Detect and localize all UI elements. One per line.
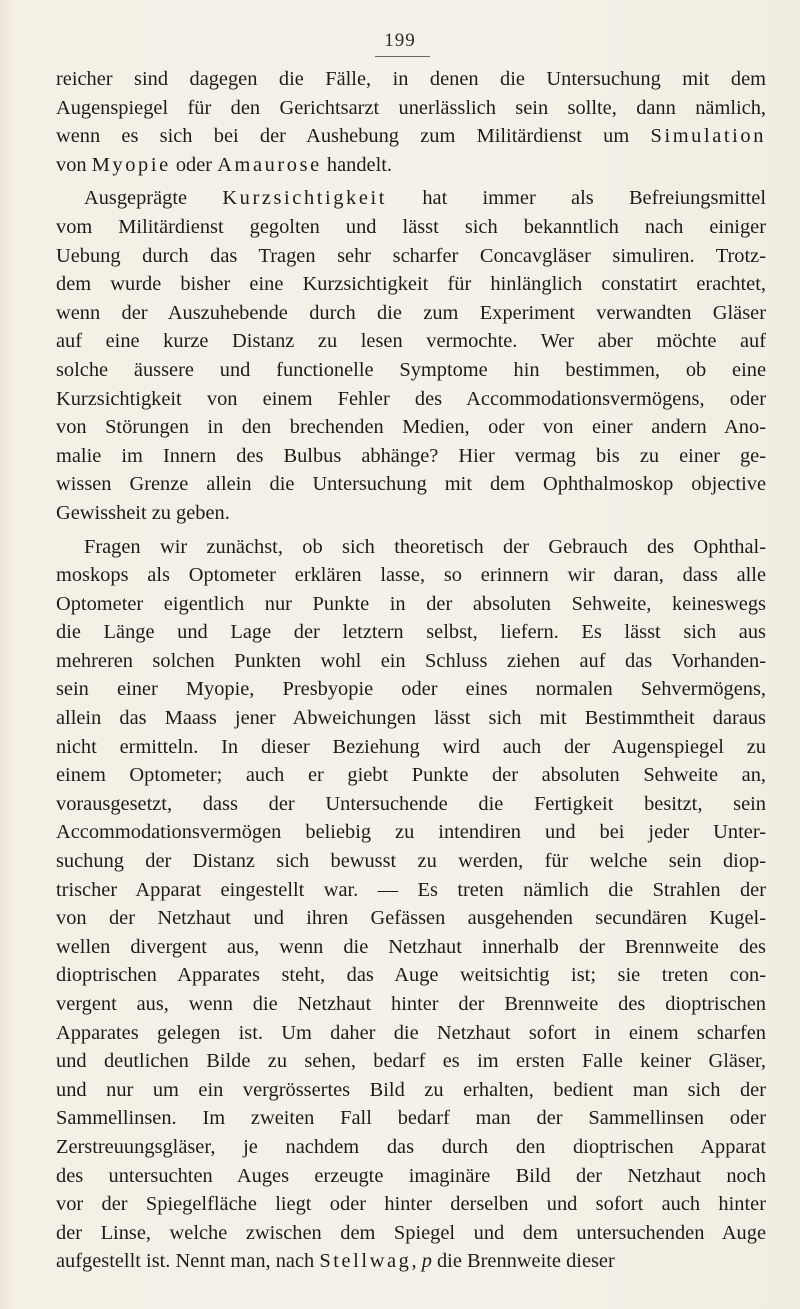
text-line bbox=[56, 590, 766, 619]
text-line bbox=[56, 1047, 766, 1076]
text-run: Uebung durch das Tragen sehr scharfer Concavgläser simuliren. Trotz- bbox=[56, 244, 766, 267]
text-run: wellen divergent aus, wenn die Netzhaut innerhalb der Brennweite des bbox=[56, 935, 766, 958]
text-line bbox=[56, 933, 766, 962]
text-line bbox=[56, 761, 766, 790]
text-line bbox=[56, 470, 766, 499]
text-line bbox=[56, 990, 766, 1019]
text-line bbox=[56, 184, 766, 213]
text-line bbox=[56, 1190, 766, 1219]
text-line bbox=[56, 327, 766, 356]
text-run: und nur um ein vergrössertes Bild zu erhalten, bedient man sich der bbox=[56, 1078, 766, 1101]
text-line bbox=[56, 1104, 766, 1133]
text-line bbox=[56, 94, 766, 123]
text-line bbox=[56, 790, 766, 819]
text-run: dioptrischen Apparates steht, das Auge weitsichtig ist; sie treten con- bbox=[56, 964, 766, 987]
text-run: mehreren solchen Punkten wohl ein Schluss ziehen auf das Vorhanden- bbox=[56, 649, 766, 672]
text-line bbox=[56, 213, 766, 242]
text-line bbox=[56, 675, 766, 704]
text-run: des untersuchten Auges erzeugte imaginäre Bild der Netzhaut noch bbox=[56, 1164, 766, 1187]
text-line bbox=[56, 876, 766, 905]
text-line bbox=[56, 847, 766, 876]
text-run: Amaurose bbox=[217, 153, 322, 176]
text-run: wenn es sich bei der Aushebung zum Militärdienst um bbox=[56, 125, 651, 148]
text-line bbox=[56, 242, 766, 271]
text-run: vergent aus, wenn die Netzhaut hinter der Brennweite des dioptrischen bbox=[56, 993, 766, 1015]
text-run: suchung der Distanz sich bewusst zu werden, für welche sein diop- bbox=[56, 850, 766, 873]
text-line bbox=[56, 533, 766, 562]
text-line bbox=[56, 299, 766, 328]
text-line bbox=[56, 904, 766, 933]
text-line bbox=[56, 1219, 766, 1248]
text-run: der Linse, welche zwischen dem Spiegel und dem untersuchenden Auge bbox=[56, 1221, 766, 1244]
text-run: reicher sind dagegen die Fälle, in denen die Untersuchung mit dem bbox=[56, 68, 766, 90]
text-line bbox=[56, 65, 766, 94]
text-run: Zerstreuungsgläser, je nachdem das durch den dioptrischen Apparat bbox=[56, 1135, 766, 1158]
text-run: vor der Spiegelfläche liegt oder hinter derselben und sofort auch hinter bbox=[56, 1193, 766, 1216]
paragraph-3 bbox=[56, 533, 766, 1276]
text-run: handelt. bbox=[321, 153, 393, 176]
text-run: und deutlichen Bilde zu sehen, bedarf es im ersten Falle keiner Gläser, bbox=[56, 1050, 766, 1073]
text-line bbox=[56, 122, 766, 151]
text-run: auf eine kurze Distanz zu lesen vermochte. Wer aber möchte auf bbox=[56, 330, 766, 353]
text-run: Kurzsichtigkeit bbox=[222, 187, 388, 210]
body-text bbox=[56, 65, 766, 1276]
text-line bbox=[56, 356, 766, 385]
text-line bbox=[56, 1133, 766, 1162]
text-line bbox=[56, 1076, 766, 1105]
text-run: vorausgesetzt, dass der Untersuchende die Fertigkeit besitzt, sein bbox=[56, 792, 766, 815]
text-line bbox=[56, 704, 766, 733]
text-run: nicht ermitteln. In dieser Beziehung wird auch der Augenspiegel zu bbox=[56, 735, 766, 758]
text-line bbox=[56, 1019, 766, 1048]
text-run: Optometer eigentlich nur Punkte in der absoluten Sehweite, keineswegs bbox=[56, 592, 766, 615]
text-line bbox=[56, 1247, 766, 1276]
text-run: p bbox=[421, 1250, 432, 1273]
text-run: Augenspiegel für den Gerichtsarzt unerlässlich sein sollte, dann nämlich, bbox=[56, 96, 766, 119]
text-run: moskops als Optometer erklären lasse, so erinnern wir daran, dass alle bbox=[56, 564, 766, 587]
paragraph-2 bbox=[56, 184, 766, 527]
text-line bbox=[56, 385, 766, 414]
text-line bbox=[56, 413, 766, 442]
text-run: dem wurde bisher eine Kurzsichtigkeit für hinlänglich constatirt erachtet, bbox=[56, 273, 766, 296]
text-run: Simulation bbox=[650, 125, 766, 148]
text-run: trischer Apparat eingestellt war. — Es treten nämlich die Strahlen der bbox=[56, 878, 766, 901]
text-run: oder bbox=[170, 153, 218, 176]
paragraph-1 bbox=[56, 65, 766, 179]
text-line bbox=[56, 499, 766, 528]
text-line bbox=[56, 818, 766, 847]
text-run: Myopie bbox=[91, 153, 171, 176]
text-run: die Brennweite dieser bbox=[431, 1250, 615, 1273]
text-run: allein das Maass jener Abweichungen lässt sich mit Bestimmtheit daraus bbox=[56, 707, 766, 730]
text-run: von der Netzhaut und ihren Gefässen ausgehenden secundären Kugel- bbox=[56, 907, 766, 930]
page-number: 199 bbox=[384, 30, 416, 51]
text-run: Accommodationsvermögen beliebig zu intendiren und bei jeder Unter- bbox=[56, 821, 766, 844]
text-run: vom Militärdienst gegolten und lässt sich bekanntlich nach einiger bbox=[56, 215, 766, 238]
text-run: einem Optometer; auch er giebt Punkte der absoluten Sehweite an, bbox=[56, 764, 766, 787]
text-run: wissen Grenze allein die Untersuchung mit dem Ophthalmoskop objective bbox=[56, 473, 766, 496]
page-number-rule bbox=[375, 56, 430, 57]
text-run: die Länge und Lage der letztern selbst, liefern. Es lässt sich aus bbox=[56, 621, 766, 644]
text-run: Gewissheit zu geben. bbox=[56, 501, 230, 524]
text-line bbox=[56, 618, 766, 647]
text-line bbox=[56, 561, 766, 590]
text-run: Sammellinsen. Im zweiten Fall bedarf man der Sammellinsen oder bbox=[56, 1107, 766, 1130]
text-line bbox=[56, 1162, 766, 1191]
text-line bbox=[56, 270, 766, 299]
text-run: hat immer als Befreiungsmittel bbox=[387, 187, 766, 210]
text-run: Ausgeprägte bbox=[84, 187, 223, 210]
text-run: malie im Innern des Bulbus abhänge? Hier vermag bis zu einer ge- bbox=[56, 444, 766, 467]
text-line bbox=[56, 151, 766, 180]
text-line bbox=[56, 442, 766, 471]
text-run: aufgestellt ist. Nennt man, nach bbox=[56, 1250, 320, 1273]
text-run: Fragen wir zunächst, ob sich theoretisch der Gebrauch des Ophthal- bbox=[84, 535, 766, 558]
text-run: Stellwag bbox=[319, 1250, 412, 1273]
text-line bbox=[56, 961, 766, 990]
text-run: , bbox=[411, 1250, 422, 1273]
text-run: solche äussere und functionelle Symptome hin bestimmen, ob eine bbox=[56, 358, 766, 381]
text-line bbox=[56, 647, 766, 676]
text-run: Apparates gelegen ist. Um daher die Netzhaut sofort in einem scharfen bbox=[56, 1021, 766, 1044]
text-run: wenn der Auszuhebende durch die zum Experiment verwandten Gläser bbox=[56, 301, 766, 324]
text-run: Kurzsichtigkeit von einem Fehler des Accommodationsvermögens, oder bbox=[56, 387, 766, 410]
text-line bbox=[56, 733, 766, 762]
text-run: von Störungen in den brechenden Medien, oder von einer andern Ano- bbox=[56, 416, 766, 439]
text-run: von bbox=[56, 153, 87, 176]
text-run: sein einer Myopie, Presbyopie oder eines normalen Sehvermögens, bbox=[56, 678, 766, 701]
